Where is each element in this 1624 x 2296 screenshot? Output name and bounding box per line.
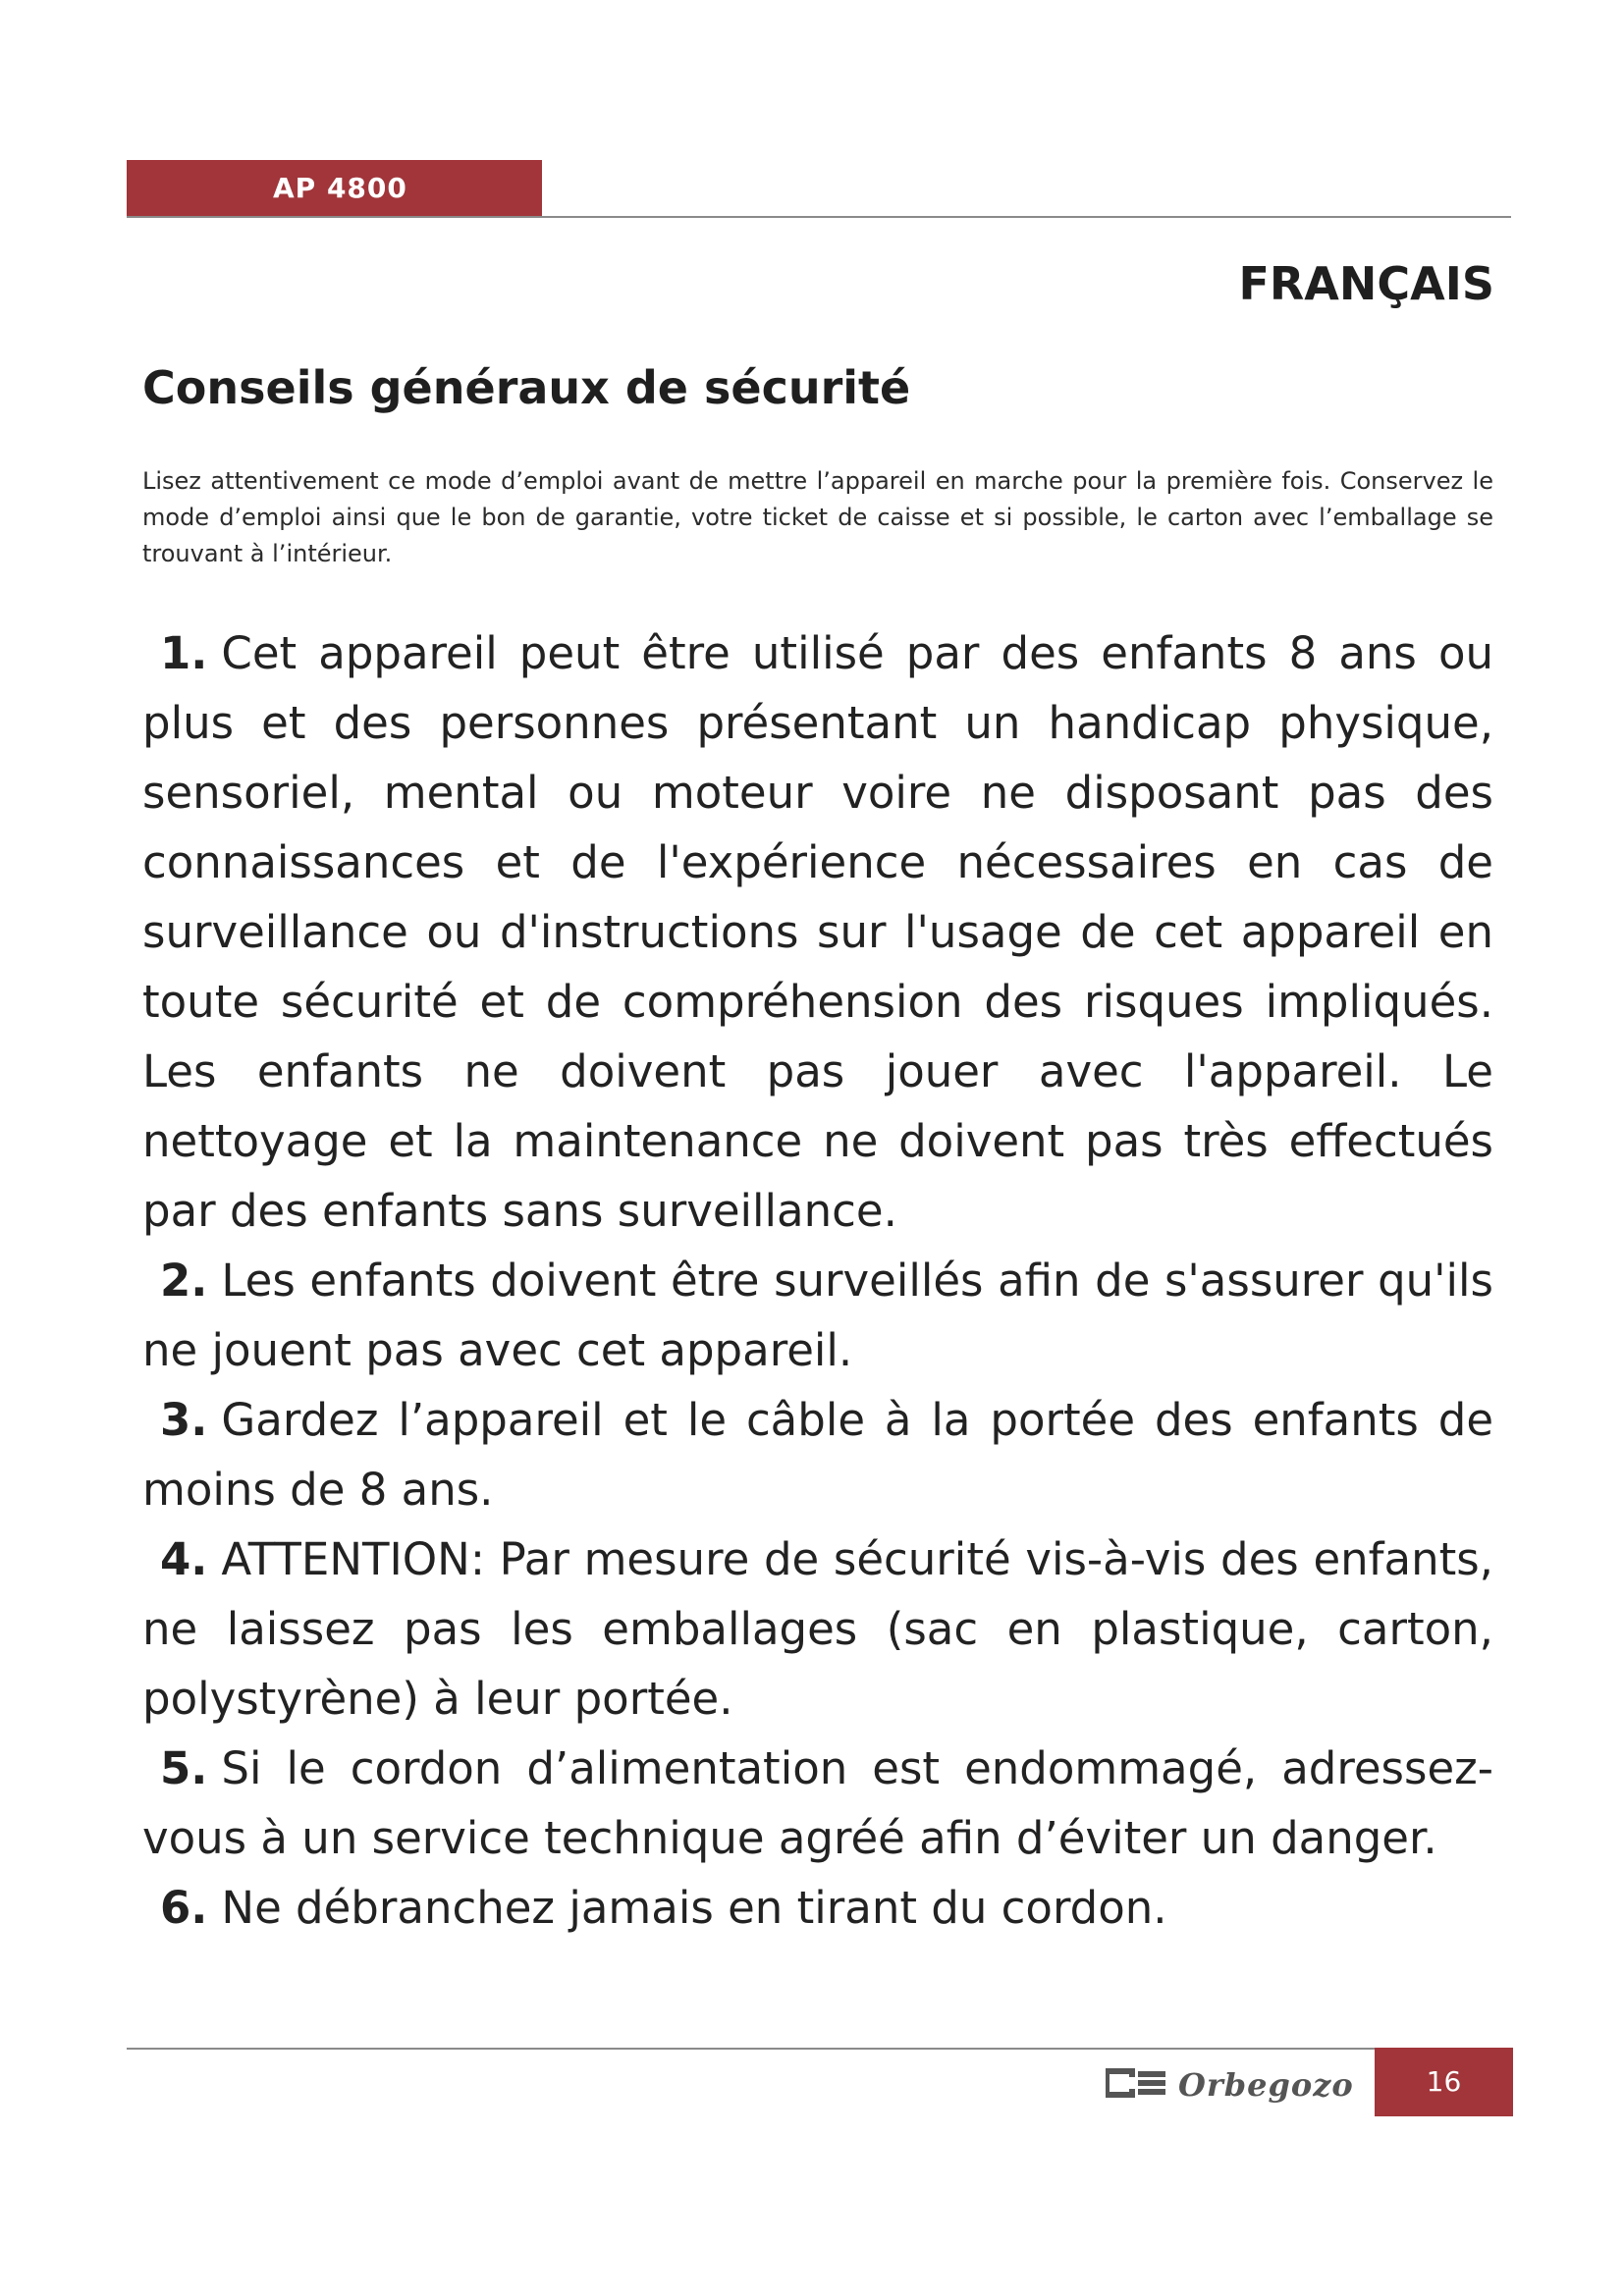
intro-paragraph: Lisez attentivement ce mode d’emploi avant de mettre l’appareil en marche pour la première fois. Conservez le mode d’emploi ainsi que le bon de garantie, votre ticket de caisse et si possible, le carton avec l’emballage se trouvant à l’intérieur. (142, 467, 1493, 567)
model-label: AP 4800 (273, 172, 407, 204)
orbegozo-logo-icon (1106, 2068, 1166, 2102)
rule-number: 4. (160, 1533, 208, 1585)
list-item (142, 618, 1493, 1246)
brand-name: Orbegozo (1178, 2066, 1354, 2104)
rule-text: ATTENTION: Par mesure de sécurité vis-à-vis des enfants, ne laissez pas les emballages (sac en plastique, carton, polystyrène) à leur portée. (142, 1533, 1493, 1725)
page-number: 16 (1426, 2065, 1462, 2098)
brand-logo (1106, 2063, 1354, 2107)
page-number-box (1375, 2048, 1513, 2116)
rule-text: Si le cordon d’alimentation est endommagé, adressez-vous à un service technique agréé afin d’éviter un danger. (142, 1742, 1493, 1864)
section-title: Conseils généraux de sécurité (142, 361, 911, 414)
rule-number: 2. (160, 1255, 208, 1307)
rule-number: 6. (160, 1882, 208, 1934)
list-item (142, 1385, 1493, 1524)
safety-rules-list (142, 618, 1493, 1943)
list-item (142, 1734, 1493, 1873)
rule-number: 3. (160, 1394, 208, 1446)
rule-text: Cet appareil peut être utilisé par des enfants 8 ans ou plus et des personnes présentant un handicap physique, sensoriel, mental ou moteur voire ne disposant pas des connaissances et de l'expérience nécessaires en cas de surveillance ou d'instructions sur l'usage de cet appareil en toute sécurité et de compréhension des risques impliqués. Les enfants ne doivent pas jouer avec l'appareil. Le nettoyage et la maintenance ne doivent pas très effectués par des enfants sans surveillance. (142, 627, 1493, 1237)
model-tab (127, 160, 542, 217)
rule-number: 1. (160, 627, 208, 679)
language-title: FRANÇAIS (1238, 257, 1494, 310)
header-divider (127, 216, 1511, 218)
list-item (142, 1873, 1493, 1943)
rule-text: Gardez l’appareil et le câble à la portée des enfants de moins de 8 ans. (142, 1394, 1493, 1516)
list-item (142, 1246, 1493, 1385)
rule-text: Les enfants doivent être surveillés afin de s'assurer qu'ils ne jouent pas avec cet appareil. (142, 1255, 1493, 1376)
rule-number: 5. (160, 1742, 208, 1794)
footer-divider (127, 2048, 1376, 2050)
rule-text: Ne débranchez jamais en tirant du cordon. (221, 1882, 1167, 1934)
list-item (142, 1524, 1493, 1734)
